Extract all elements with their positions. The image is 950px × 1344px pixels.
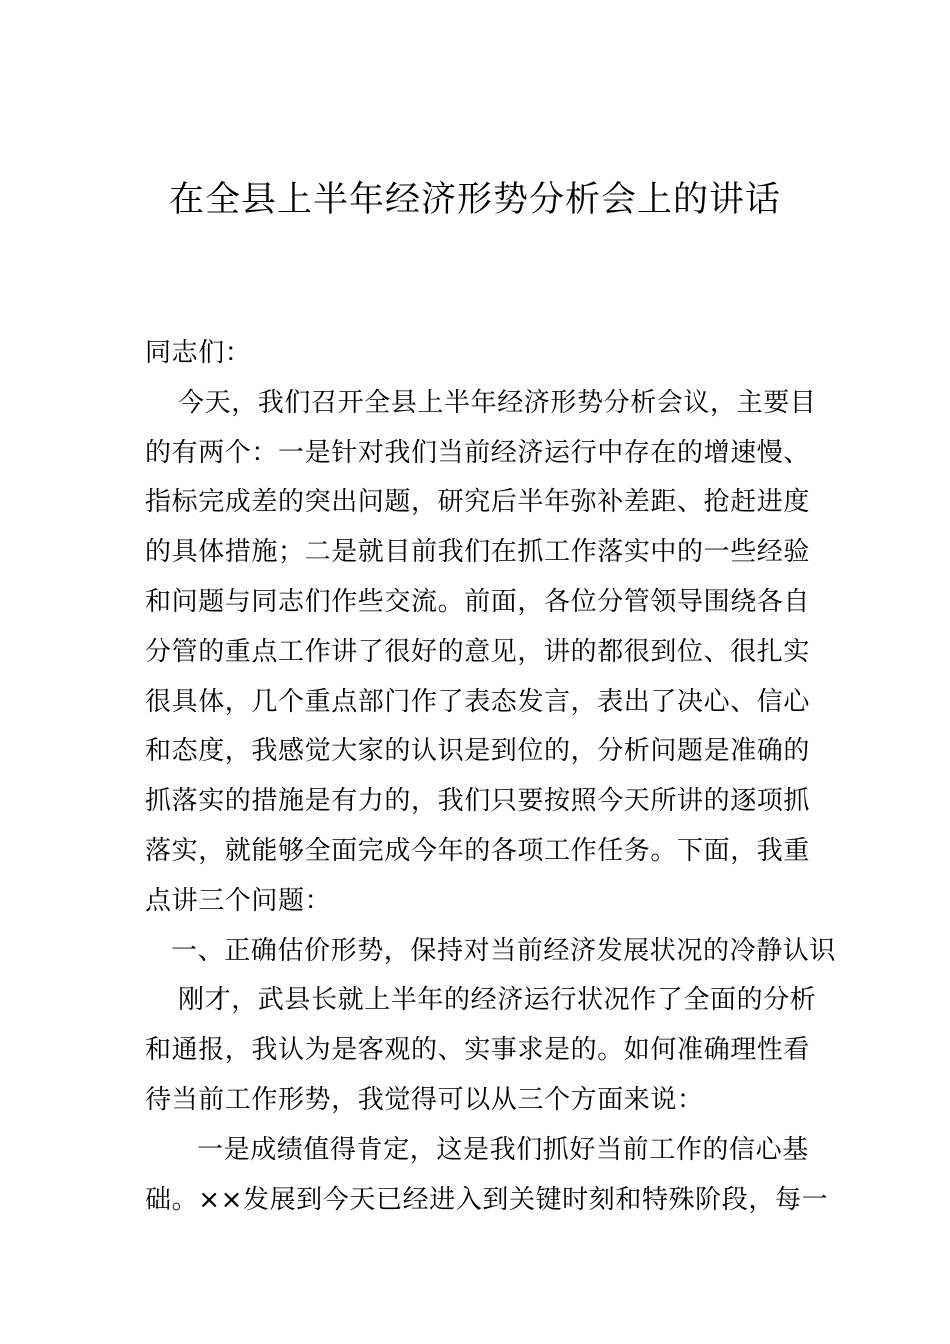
paragraph-line: 今天，我们召开全县上半年经济形势分析会议，主要目 — [178, 387, 817, 418]
paragraph-line: 础。××发展到今天已经进入到关键时刻和特殊阶段，每一 — [145, 1184, 829, 1215]
paragraph-line: 待当前工作形势，我觉得可以从三个方面来说： — [145, 1084, 704, 1115]
section-heading: 一、正确估价形势，保持对当前经济发展状况的冷静认识 — [171, 935, 837, 966]
document-title: 在全县上半年经济形势分析会上的讲话 — [168, 180, 781, 220]
paragraph-line: 抓落实的措施是有力的，我们只要按照今天所讲的逐项抓 — [145, 786, 811, 817]
paragraph-line: 刚才，武县长就上半年的经济运行状况作了全面的分析 — [178, 985, 817, 1016]
paragraph-line: 点讲三个问题： — [145, 885, 332, 916]
paragraph-line: 和通报，我认为是客观的、实事求是的。如何准确理性看 — [145, 1035, 811, 1066]
paragraph-line: 和问题与同志们作些交流。前面，各位分管领导围绕各自 — [145, 586, 811, 617]
paragraph-line: 的具体措施；二是就目前我们在抓工作落实中的一些经验 — [145, 537, 811, 568]
paragraph-line: 一是成绩值得肯定，这是我们抓好当前工作的信心基 — [197, 1134, 809, 1165]
paragraph-line: 和态度，我感觉大家的认识是到位的，分析问题是准确的 — [145, 736, 811, 767]
paragraph-line: 落实，就能够全面完成今年的各项工作任务。下面，我重 — [145, 835, 811, 866]
paragraph-line: 的有两个：一是针对我们当前经济运行中存在的增速慢、 — [145, 437, 811, 468]
salutation-line: 同志们： — [145, 338, 252, 368]
paragraph-line: 分管的重点工作讲了很好的意见，讲的都很到位、很扎实 — [145, 636, 811, 667]
paragraph-line: 指标完成差的突出问题，研究后半年弥补差距、抢赶进度 — [145, 487, 811, 518]
paragraph-line: 很具体，几个重点部门作了表态发言，表出了决心、信心 — [145, 686, 811, 717]
document-body — [145, 329, 837, 1225]
